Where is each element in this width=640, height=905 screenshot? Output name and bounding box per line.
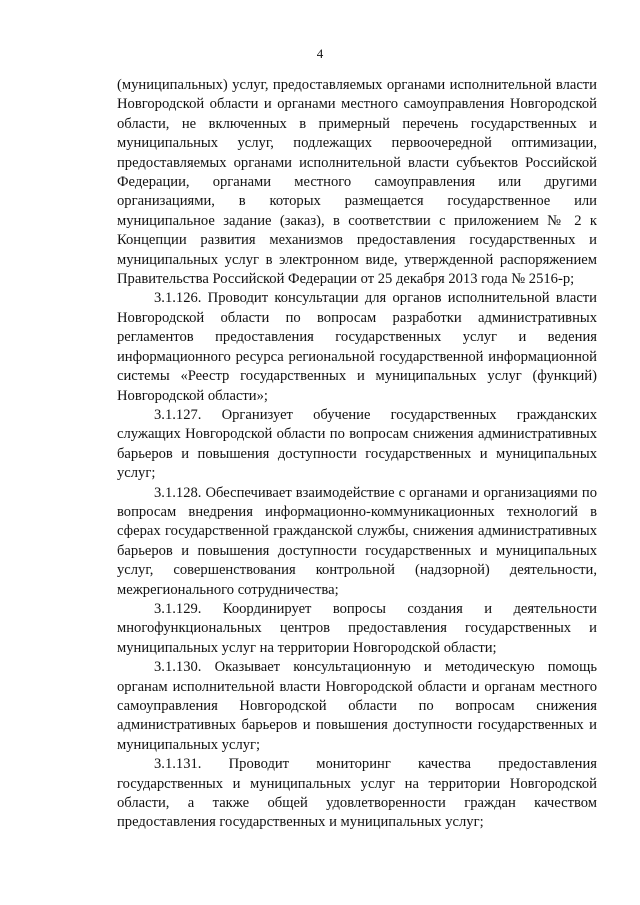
document-body xyxy=(117,76,597,833)
paragraph-continuation: (муниципальных) услуг, предоставляемых органами исполнительной власти Новгородской области и органами местного самоуправления Новгородской области, не включенных в примерный перечень государственных и муниципальных услуг, подлежащих первоочередной оптимизации, предоставляемых органами исполнительной власти субъектов Российской Федерации, органами местного самоуправления или другими организациями, в которых размещается государственное или муниципальное задание (заказ), в соответствии с приложением № 2 к Концепции развития механизмов предоставления государственных и муниципальных услуг в электронном виде, утвержденной распоряжением Правительства Российской Федерации от 25 декабря 2013 года № 2516-р; xyxy=(117,77,597,288)
paragraph-3-1-128: 3.1.128. Обеспечивает взаимодействие с органами и организациями по вопросам внедрения информационно-коммуникационных технологий в сферах государственной гражданской службы, снижения административных барьеров и повышения доступности государственных и муниципальных услуг, совершенствования контрольной (надзорной) деятельности, межрегионального сотрудничества; xyxy=(117,484,597,598)
paragraph-3-1-127: 3.1.127. Организует обучение государственных гражданских служащих Новгородской области по вопросам снижения административных барьеров и повышения доступности государственных и муниципальных услуг; xyxy=(117,406,597,482)
paragraph-3-1-126: 3.1.126. Проводит консультации для органов исполнительной власти Новгородской области по вопросам разработки административных регламентов предоставления государственных услуг и ведения информационного ресурса региональной государственной информационной системы «Реестр государственных и муниципальных услуг (функций) Новгородской области»; xyxy=(117,290,597,404)
paragraph-3-1-130: 3.1.130. Оказывает консультационную и методическую помощь органам исполнительной власти Новгородской области и органам местного самоуправления Новгородской области по вопросам снижения административных барьеров и повышения доступности государственных и муниципальных услуг; xyxy=(117,659,597,753)
paragraph-3-1-131: 3.1.131. Проводит мониторинг качества предоставления государственных и муниципальных услуг на территории Новгородской области, а также общей удовлетворенности граждан качеством предоставления государственных и муниципальных услуг; xyxy=(117,756,597,831)
page-number: 4 xyxy=(316,46,324,61)
paragraph-3-1-129: 3.1.129. Координирует вопросы создания и деятельности многофункциональных центров предоставления государственных и муниципальных услуг на территории Новгородской области; xyxy=(117,600,597,656)
